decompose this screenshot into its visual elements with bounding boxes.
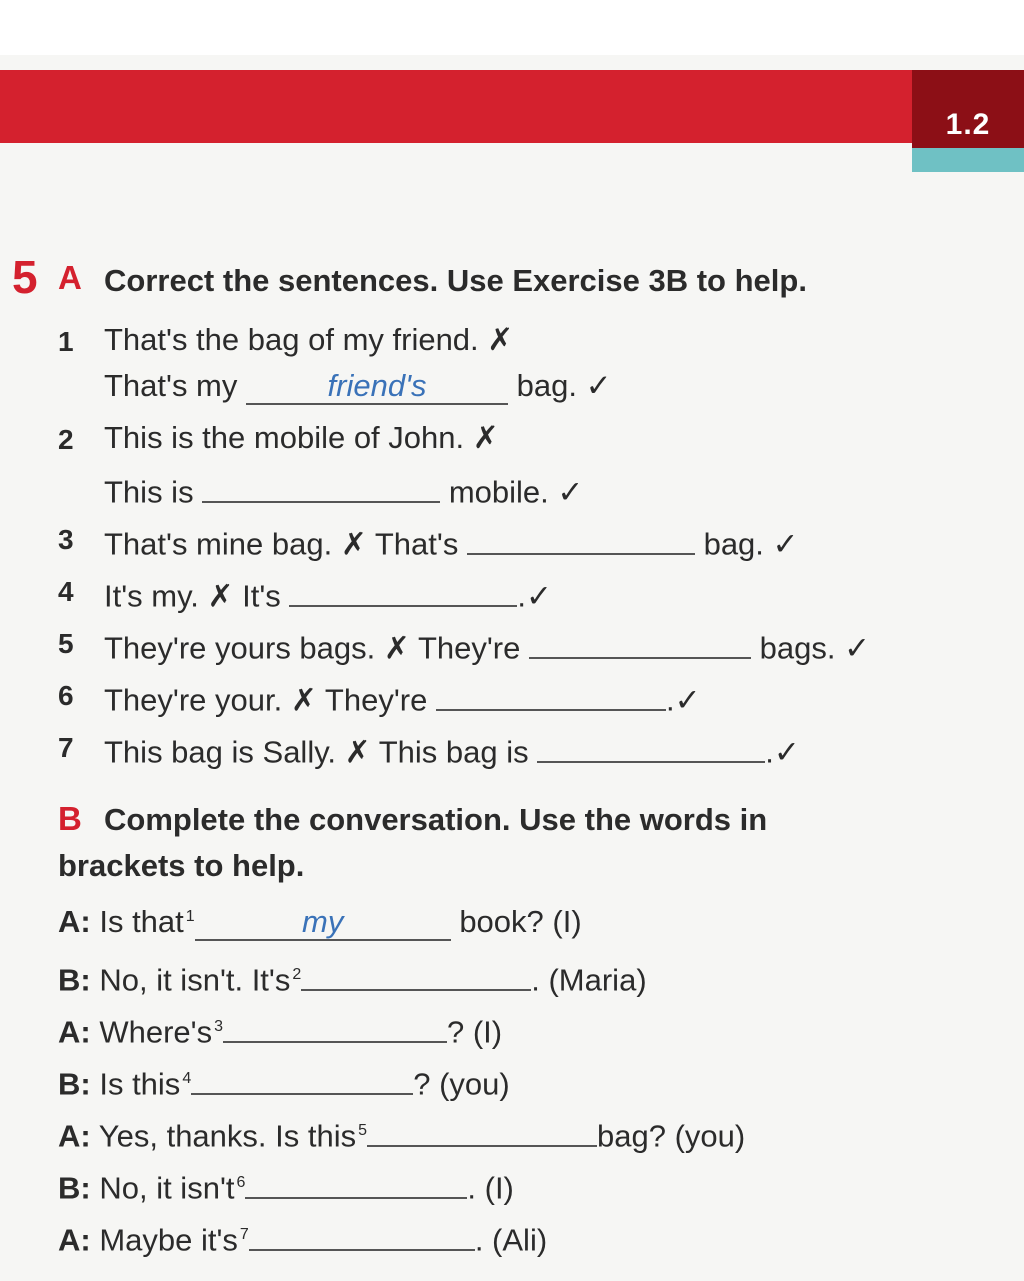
answer-blank[interactable] (245, 1164, 467, 1199)
gap-number: 5 (358, 1122, 368, 1140)
line-start: Yes, thanks. Is this (98, 1118, 357, 1154)
sentence-start: That's (374, 526, 459, 562)
cross-mark-icon: ✗ (344, 734, 371, 770)
sentence-end: bag. (516, 368, 577, 403)
unit-badge (912, 70, 1024, 150)
gap-number: 2 (292, 966, 302, 984)
speaker-label: A: (58, 1222, 91, 1258)
sentence-end: bag. (703, 526, 764, 562)
gap-number: 3 (214, 1018, 223, 1036)
wrong-text: That's mine bag. (104, 526, 333, 562)
sentence-row (104, 572, 552, 615)
answer-blank[interactable]: my (195, 906, 451, 941)
line-end: ? (I) (446, 1014, 503, 1050)
dialogue-line (58, 1060, 510, 1103)
sentence-start: They're (417, 630, 521, 666)
gap-number: 6 (236, 1174, 246, 1192)
part-b-label: B (58, 800, 82, 837)
answer-blank[interactable]: friend's (246, 370, 508, 405)
sentence-end: . (765, 734, 774, 770)
answer-blank[interactable] (191, 1060, 413, 1095)
cross-mark-icon: ✗ (290, 682, 317, 718)
line-end: book? (I) (459, 904, 582, 939)
item-number: 2 (58, 424, 74, 455)
answer-blank[interactable] (529, 624, 751, 659)
dialogue-line (58, 956, 647, 999)
sentence-start: This is (104, 474, 194, 510)
dialogue-line (58, 1008, 502, 1051)
answer-blank[interactable] (467, 520, 695, 555)
wrong-text: They're yours bags. (104, 630, 376, 666)
check-mark-icon: ✓ (674, 682, 701, 718)
answer-blank[interactable] (202, 468, 440, 503)
speaker-label: B: (58, 1170, 91, 1206)
wrong-text: That's the bag of my friend. (104, 322, 479, 357)
sentence-row (104, 728, 800, 771)
part-a-instruction: Correct the sentences. Use Exercise 3B to help. (104, 263, 807, 298)
line-end: bag? (you) (597, 1118, 746, 1154)
sentence-end: . (517, 578, 527, 614)
correct-sentence (104, 468, 583, 511)
part-b-instruction-line1: Complete the conversation. Use the words in (104, 802, 768, 837)
dialogue-line (58, 1216, 547, 1259)
answer-blank[interactable] (289, 572, 517, 607)
cross-mark-icon: ✗ (383, 630, 410, 666)
sentence-end: bags. (759, 630, 836, 666)
cross-mark-icon: ✗ (487, 322, 514, 357)
unit-number: 1.2 (945, 108, 991, 141)
wrong-sentence (104, 322, 513, 358)
item-number: 6 (58, 680, 74, 711)
dialogue-line (58, 1164, 514, 1207)
dialogue-line (58, 1112, 745, 1155)
line-start: Maybe it's (99, 1222, 238, 1258)
sentence-end: . (665, 682, 675, 718)
wrong-text: This is the mobile of John. (104, 420, 465, 455)
check-mark-icon: ✓ (772, 526, 799, 562)
cross-mark-icon: ✗ (340, 526, 367, 562)
sentence-row (104, 676, 701, 719)
line-end: . (I) (467, 1170, 514, 1206)
part-a-label: A (58, 259, 82, 296)
line-end: . (Maria) (531, 962, 647, 998)
sentence-row (104, 520, 799, 563)
speaker-label: A: (58, 1014, 91, 1050)
cross-mark-icon: ✗ (207, 578, 234, 614)
part-b-instruction-line2: brackets to help. (58, 848, 305, 883)
top-margin (0, 0, 1024, 55)
sentence-start: That's my (104, 368, 238, 403)
line-end: ? (you) (413, 1066, 510, 1102)
line-start: Is this (99, 1066, 181, 1102)
sentence-start: It's (242, 578, 281, 614)
item-number: 5 (58, 628, 74, 659)
speaker-label: A: (58, 1118, 91, 1154)
speaker-label: B: (58, 962, 91, 998)
cross-mark-icon: ✗ (472, 420, 499, 455)
line-start: No, it isn't. It's (99, 962, 291, 998)
check-mark-icon: ✓ (773, 734, 800, 770)
item-number: 1 (58, 326, 74, 357)
gap-number: 4 (182, 1070, 192, 1088)
sentence-end: mobile. (448, 474, 549, 510)
answer-blank[interactable] (249, 1216, 475, 1251)
check-mark-icon: ✓ (585, 368, 612, 403)
gap-number: 7 (239, 1226, 249, 1244)
line-start: Where's (99, 1014, 213, 1050)
wrong-text: This bag is Sally. (104, 734, 337, 770)
exercise-number: 5 (12, 251, 38, 303)
line-start: Is that (99, 904, 184, 939)
item-number: 3 (58, 524, 74, 555)
sentence-start: This bag is (378, 734, 529, 770)
answer-blank[interactable] (367, 1112, 597, 1147)
header-banner (0, 70, 912, 143)
answer-blank[interactable] (301, 956, 531, 991)
dialogue-line (58, 904, 582, 941)
wrong-sentence (104, 420, 499, 456)
answer-blank[interactable] (223, 1008, 447, 1043)
answer-blank[interactable] (436, 676, 666, 711)
sentence-start: They're (324, 682, 428, 718)
answer-blank[interactable] (537, 728, 765, 763)
gap-number: 1 (185, 907, 195, 925)
correct-sentence (104, 368, 612, 405)
check-mark-icon: ✓ (526, 578, 553, 614)
wrong-text: It's my. (104, 578, 199, 614)
speaker-label: B: (58, 1066, 91, 1102)
item-number: 4 (58, 576, 74, 607)
item-number: 7 (58, 732, 74, 763)
sentence-row (104, 624, 870, 667)
unit-badge-accent (912, 148, 1024, 172)
line-end: . (Ali) (474, 1222, 548, 1258)
line-start: No, it isn't (99, 1170, 235, 1206)
check-mark-icon: ✓ (557, 474, 584, 510)
check-mark-icon: ✓ (844, 630, 871, 666)
speaker-label: A: (58, 904, 91, 939)
wrong-text: They're your. (104, 682, 283, 718)
